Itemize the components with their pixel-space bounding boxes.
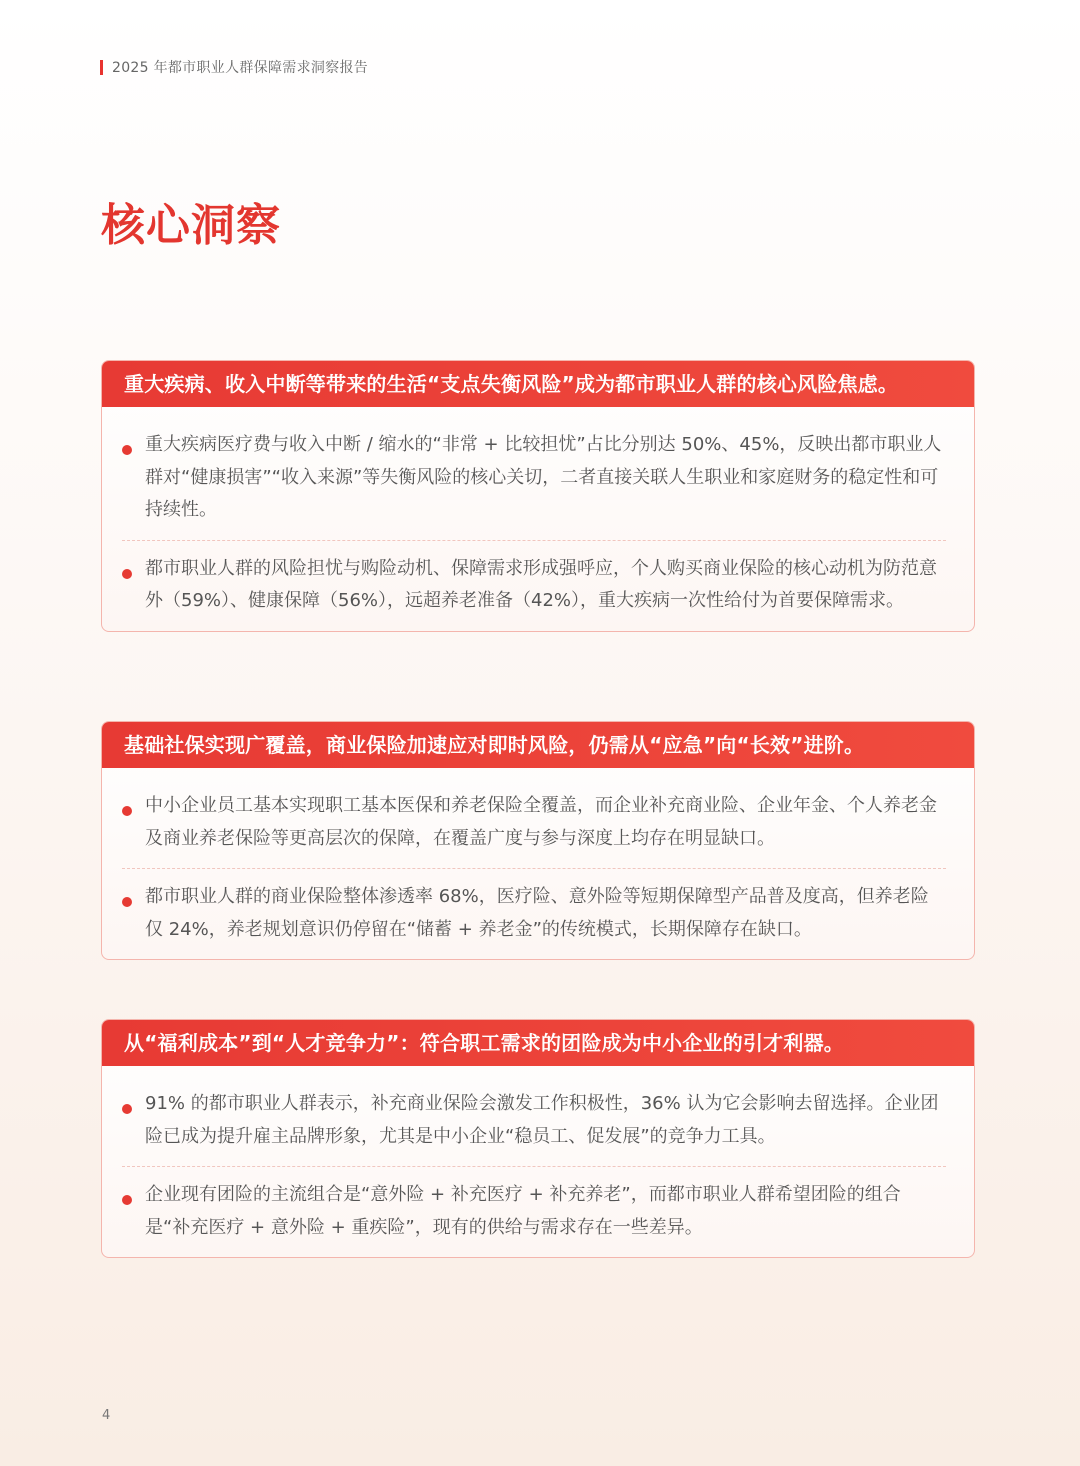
insight-card-heading: 基础社保实现广覆盖，商业保险加速应对即时风险，仍需从“应急”向“长效”进阶。 xyxy=(102,722,974,768)
insight-item-text: 中小企业员工基本实现职工基本医保和养老保险全覆盖，而企业补充商业险、企业年金、个人养老金及商业养老保险等更高层次的保障，在覆盖广度与参与深度上均存在明显缺口。 xyxy=(145,795,937,849)
bullet-dot-icon xyxy=(122,897,132,907)
report-header xyxy=(100,57,368,77)
insight-item-text: 重大疾病医疗费与收入中断 / 缩水的“非常 + 比较担忧”占比分别达 50%、45%，反映出都市职业人群对“健康损害”“收入来源”等失衡风险的核心关切，二者直接关联人生职业和家庭财务的稳定性和可持续性。 xyxy=(145,434,942,520)
insight-item xyxy=(122,417,946,540)
report-title: 2025 年都市职业人群保障需求洞察报告 xyxy=(112,60,369,76)
insight-card-body xyxy=(102,1066,974,1257)
bullet-dot-icon xyxy=(122,445,132,455)
bullet-dot-icon xyxy=(122,1104,132,1114)
insight-card-body xyxy=(102,407,974,631)
insight-card-heading: 从“福利成本”到“人才竞争力”：符合职工需求的团险成为中小企业的引才利器。 xyxy=(102,1020,974,1066)
bullet-dot-icon xyxy=(122,1195,132,1205)
insight-card-3 xyxy=(101,1019,975,1258)
page-title: 核心洞察 xyxy=(101,200,281,251)
page-number: 4 xyxy=(102,1408,111,1423)
insight-item xyxy=(122,778,946,868)
insight-item xyxy=(122,1076,946,1166)
insight-item xyxy=(122,1166,946,1257)
insight-item-text: 91% 的都市职业人群表示，补充商业保险会激发工作积极性，36% 认为它会影响去留选择。企业团险已成为提升雇主品牌形象，尤其是中小企业“稳员工、促发展”的竞争力工具。 xyxy=(145,1093,939,1147)
insight-item-text: 企业现有团险的主流组合是“意外险 + 补充医疗 + 补充养老”，而都市职业人群希望团险的组合是“补充医疗 + 意外险 + 重疾险”，现有的供给与需求存在一些差异。 xyxy=(145,1184,901,1238)
insight-item xyxy=(122,540,946,631)
insight-card-2 xyxy=(101,721,975,960)
insight-item xyxy=(122,868,946,959)
insight-item-text: 都市职业人群的商业保险整体渗透率 68%，医疗险、意外险等短期保障型产品普及度高，但养老险仅 24%，养老规划意识仍停留在“储蓄 + 养老金”的传统模式，长期保障存在缺口。 xyxy=(145,886,929,940)
insight-item-text: 都市职业人群的风险担忧与购险动机、保障需求形成强呼应，个人购买商业保险的核心动机为防范意外（59%）、健康保障（56%），远超养老准备（42%），重大疾病一次性给付为首要保障需求。 xyxy=(145,557,937,611)
header-accent-bar xyxy=(100,60,103,75)
insight-card-body xyxy=(102,768,974,959)
bullet-dot-icon xyxy=(122,569,132,579)
insight-card-1 xyxy=(101,360,975,632)
bullet-dot-icon xyxy=(122,806,132,816)
insight-card-heading: 重大疾病、收入中断等带来的生活“支点失衡风险”成为都市职业人群的核心风险焦虑。 xyxy=(102,361,974,407)
